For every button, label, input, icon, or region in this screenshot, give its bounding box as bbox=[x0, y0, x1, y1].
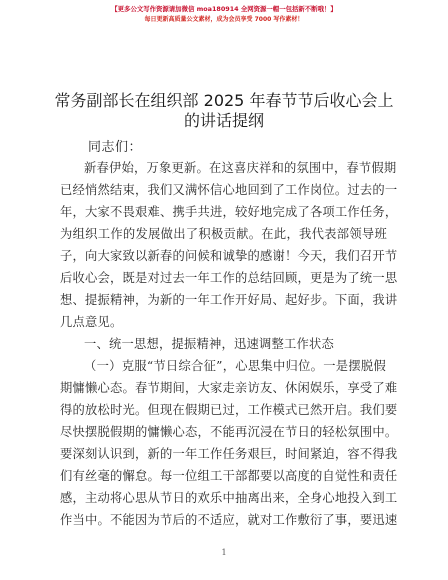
body-line: 感，主动将心思从节日的欢乐中抽离出来，全身心地投入到工 bbox=[60, 491, 398, 505]
body-line: 尽快摆脱假期的慵懒心态，不能再沉浸在节日的轻松氛围中。 bbox=[60, 425, 398, 439]
subsection-line: （一）克服“节日综合征”，心思集中归位。一是摆脱假 bbox=[84, 359, 386, 373]
body-line: 已经悄然结束，我们又满怀信心地回到了工作岗位。过去的一 bbox=[60, 183, 398, 197]
body-line: 年，大家不畏艰难、携手共进，较好地完成了各项工作任务， bbox=[60, 205, 398, 219]
document-title-line-1: 常务副部长在组织部 2025 年春节节后收心会上 bbox=[54, 91, 394, 110]
body-line: 想、提振精神，为新的一年工作开好局、起好步。下面，我讲 bbox=[60, 293, 398, 307]
body-line: 们有丝毫的懈怠。每一位组工干部都要以高度的自觉性和责任 bbox=[60, 469, 398, 483]
document-title-line-2: 的讲话提纲 bbox=[183, 111, 264, 130]
section-heading: 一、统一思想，提振精神，迅速调整工作状态 bbox=[84, 337, 334, 351]
body-line: 几点意见。 bbox=[60, 315, 123, 329]
body-line: 要深刻认识到，新的一年工作任务艰巨，时间紧迫，容不得我 bbox=[60, 447, 398, 461]
page-number: 1 bbox=[221, 548, 227, 557]
body-line: 期慵懒心态。春节期间，大家走亲访友、休闲娱乐，享受了难 bbox=[60, 381, 398, 395]
body-line: 为组织工作的发展做出了积极贡献。在此，我代表部领导班 bbox=[60, 227, 387, 241]
promo-banner-line-1: 【更多公文写作资源请加微信 moa180914 全网资源一帽一包括新不断哦！】 bbox=[111, 5, 337, 13]
salutation: 同志们： bbox=[88, 140, 143, 155]
body-line: 得的放松时光。但现在假期已过，工作模式已然开启。我们要 bbox=[60, 403, 398, 417]
body-line: 后收心会，既是对过去一年工作的总结回顾，更是为了统一思 bbox=[60, 271, 398, 285]
body-line: 子，向大家致以新春的问候和诚挚的感谢！今天，我们召开节 bbox=[60, 249, 398, 263]
promo-banner-line-2: 每日更新高质量公文素材，成为会员享受 7000 写作素材！ bbox=[144, 16, 304, 23]
body-line: 作当中。不能因为节后的不适应，就对工作敷衍了事，要迅速 bbox=[60, 513, 398, 527]
body-line: 新春伊始，万象更新。在这喜庆祥和的氛围中，春节假期 bbox=[84, 161, 397, 175]
